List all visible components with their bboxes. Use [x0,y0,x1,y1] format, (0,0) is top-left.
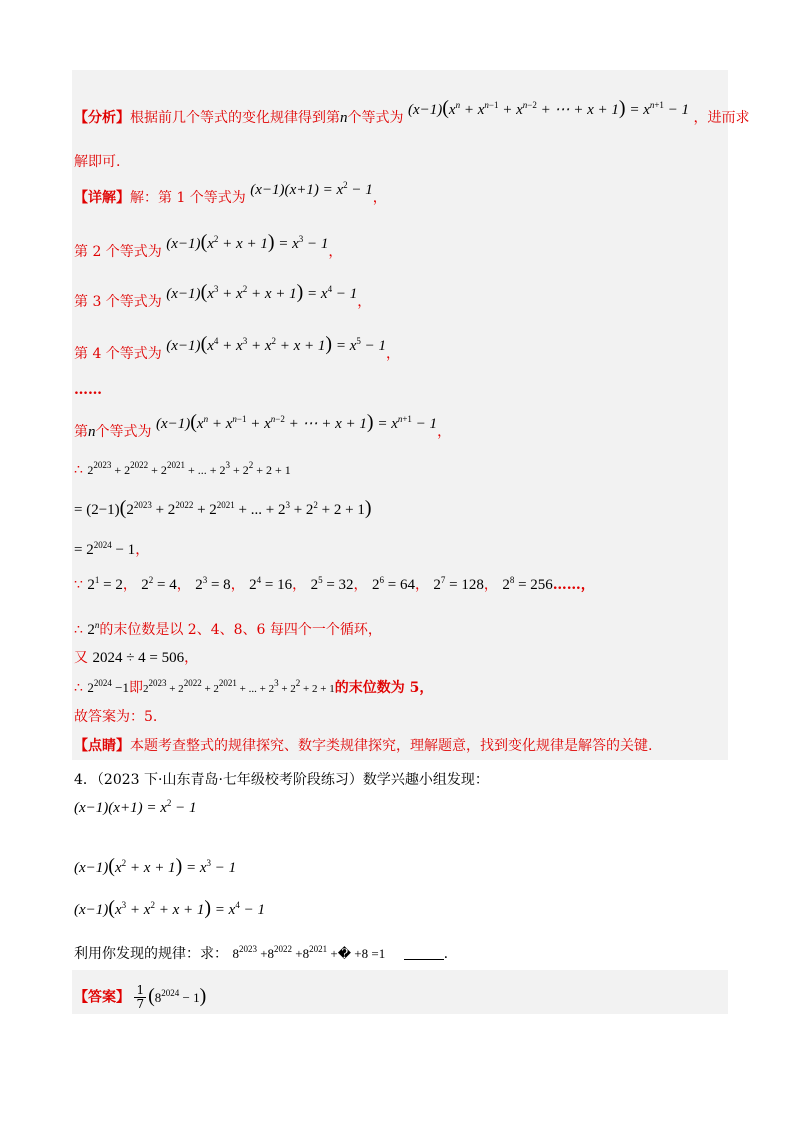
detail-nth-formula: $(x-1)(x^n + x^{n-1} + x^{n-2}$ + ⋯ + $x + 1) = x^{n+1} - 1$ [155,411,438,433]
power-6: $2^6 = 64$ [371,575,415,593]
question-source: （2023 下·山东青岛·七年级校考阶段练习）数学兴趣小组发现： [96,772,489,788]
power-5: $2^5 = 32$ [310,575,354,593]
detail-line-1 [74,180,387,208]
eq-1-expr: = $(2-1)(2^{2023} + 2^{2022} + 2^{2021}$ + ... + $2^3 + 2^2 + 2 + 1$) [74,497,372,519]
detail-ellipsis: …… [74,382,102,398]
question-formula-1: $(x-1)(x+1) = x^2 - 1$ [74,798,197,816]
analysis-text-2: 个等式为 [347,110,404,126]
answer-fraction [134,984,146,1011]
comment-line [74,736,652,756]
conclude-mid: 即 [128,680,143,696]
eq-2-expr: = $2^{2024} - 1$ [74,540,136,558]
answer-tag: 【答案】 [74,989,130,1006]
power-4: $2^4 = 16$ [249,575,293,593]
power-2: $2^2 = 4$ [141,575,177,593]
question-prompt-text: 利用你发现的规律：求： [74,946,228,962]
question-expr: $8^{2023} +8^{2022} +8^{2021}$ +� +8 =1 [232,944,386,961]
detail-answer-line: 故答案为：5. [74,709,158,725]
detail-eq-1 [74,498,372,520]
powers-tail: ……， [552,577,595,593]
question-header [74,770,489,790]
conclude-expr-b: $2^{2023} + 2^{2022} + 2^{2021}$ + ... + $2^3 + 2^2 + 2 + 1$ [142,678,335,695]
detail-tail-2: ， [328,244,343,260]
question-formula-3: $(x-1)(x^3 + x^2 + x + 1) = x^4 - 1$ [74,897,265,919]
detail-nth-tail: ， [437,424,452,440]
power-7: $2^7 = 128$ [433,575,484,593]
because-symbol: ∵ [74,577,83,593]
detail-nth-line [74,411,452,442]
detail-powers: ∵ $2^1 = 2$， $2^2 = 4$， $2^3 = 8$， $2^4 = 16$， $2^5 = 32$， $2^6 = 64$， $2^7 = 128$， $2^8$ = 256……， [74,575,595,593]
detail-nth-label-1: 第 [74,424,88,440]
detail-nth-n: n [88,424,96,440]
detail-line-2 [74,231,343,262]
detail-formula-4: $(x-1)(x^4 + x^3 + x^2 + x + 1) = x^5 - 1$ [166,333,387,355]
analysis-n: n [340,110,348,126]
eq-2-tail: ， [135,542,150,558]
detail-tag: 【详解】 [74,190,130,206]
detail-nth-label-2: 个等式为 [95,424,152,440]
analysis-line-1 [74,97,750,128]
detail-formula-3: $(x-1)(x^3 + x^2 + x + 1) = x^4 - 1$ [166,281,358,303]
analysis-text-1: 根据前几个等式的变化规律得到第 [130,110,340,126]
question-formula-2: $(x-1)(x^2 + x + 1) = x^3 - 1$ [74,855,237,877]
analysis-text-3: ，进而求 [693,110,750,126]
detail-tail-4: ， [386,346,401,362]
detail-formula-1: $(x-1)(x+1) = x^2 - 1$ [250,180,373,198]
div-label: 又 [74,650,88,666]
analysis-line-2 [74,152,120,172]
question-number: 4． [74,772,97,788]
cycle-prefix: ∴ 2$^n$ [74,620,100,638]
question-end: . [443,946,449,962]
detail-label-4: 第 4 个等式为 [74,346,162,362]
answer-line [74,984,206,1011]
power-8: $2^8 = 256$ [502,575,553,593]
analysis-tag: 【分析】 [74,110,130,126]
detail-eq-2 [74,540,149,560]
answer-expr: $(8^{2024} - 1)$ [148,984,207,1007]
conclude-text: 的末位数为 5， [334,680,434,696]
conclude-expr-a: $2^{2024} -1$ [87,678,129,695]
detail-cycle [74,620,382,640]
detail-tail-1: ， [372,190,387,206]
comment-text: 本题考查整式的规律探究、数字类规律探究，理解题意，找到变化规律是解答的关键. [130,738,653,754]
detail-label-3: 第 3 个等式为 [74,294,162,310]
cycle-text: 的末位数是以 2、4、8、6 每四个一个循环， [99,622,382,638]
detail-formula-2: $(x-1)(x^2 + x + 1) = x^3 - 1$ [166,231,329,253]
detail-sum-line [74,460,291,480]
detail-label-1: 第 1 个等式为 [158,190,246,206]
analysis-text-4: 解即可. [74,154,121,170]
detail-tail-3: ， [357,294,372,310]
frac-num: 1 [136,983,145,997]
div-expr: 2024 ÷ 4 = 506 [92,650,185,666]
comment-tag: 【点睛】 [74,738,130,754]
detail-lead: 解： [130,190,158,206]
div-tail: ， [184,650,199,666]
frac-den: 7 [136,997,145,1011]
therefore-symbol: ∴ [74,462,83,478]
answer-blank[interactable] [404,945,444,960]
conclude-therefore: ∴ [74,680,83,696]
detail-label-2: 第 2 个等式为 [74,244,162,260]
question-prompt [74,944,448,964]
detail-line-3 [74,281,372,312]
analysis-formula: $(x-1)(x^n + x^{n-1} + x^{n-2}$ + ⋯ + $x + 1) = x^{n+1} - 1$ [407,97,690,119]
sum-expr: $2^{2023} + 2^{2022} + 2^{2021}$ + ... + $2^3 + 2^2 + 2 + 1$ [87,460,291,477]
detail-line-4 [74,333,401,364]
power-3: $2^3 = 8$ [195,575,231,593]
power-1: $2^1 = 2$ [87,575,123,593]
detail-div [74,648,198,668]
detail-conclude [74,678,433,699]
